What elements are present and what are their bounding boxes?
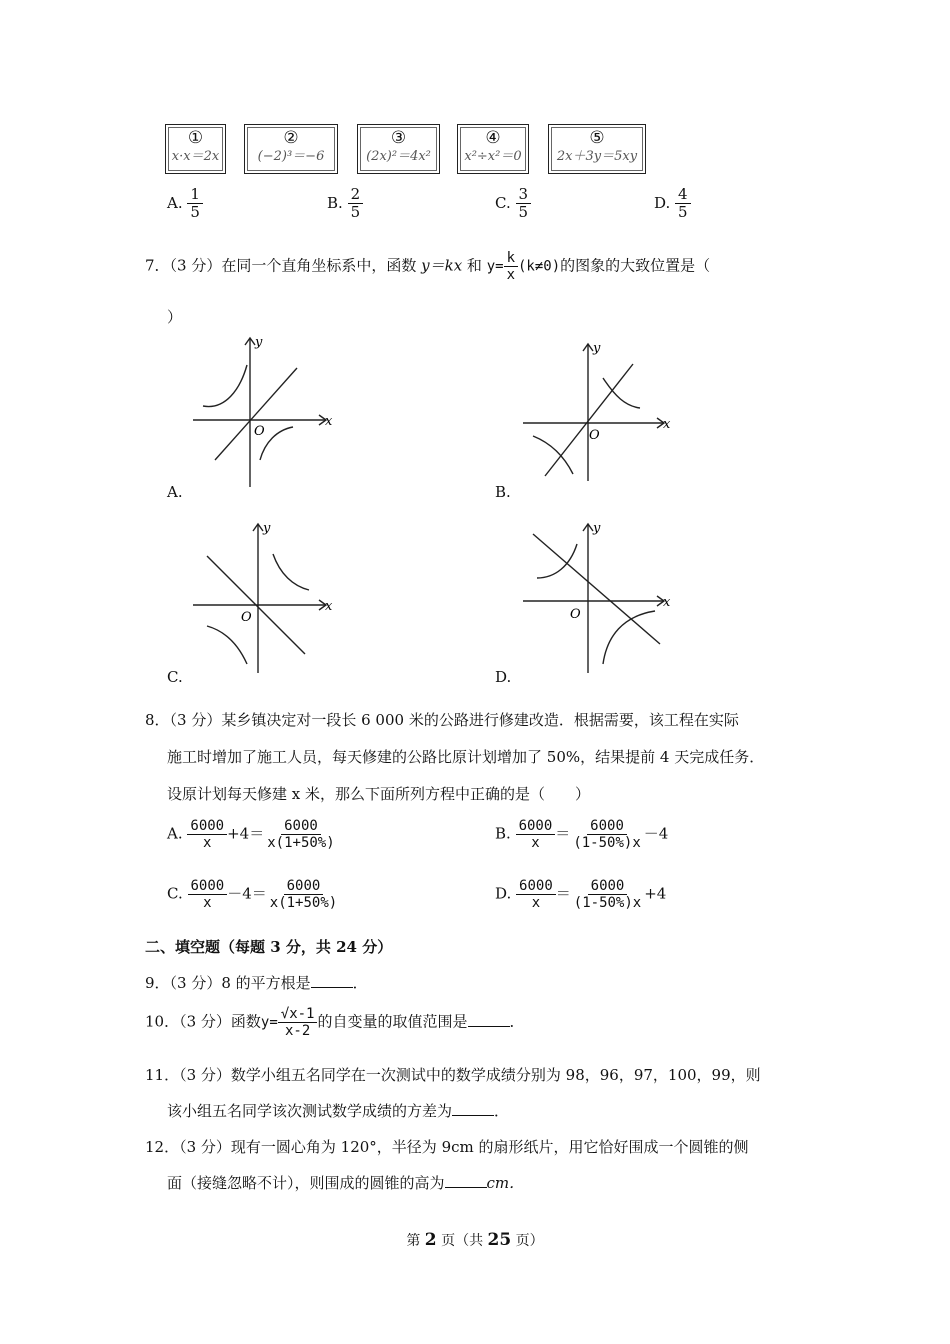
- q8-line-3: 设原计划每天修建 x 米，那么下面所列方程中正确的是（ ）: [167, 785, 590, 803]
- q6-box-2: [244, 124, 338, 174]
- numerator: 2: [348, 186, 364, 204]
- q7-option-a-label[interactable]: A.: [167, 483, 183, 501]
- denominator: x(1+50%): [269, 895, 338, 912]
- y-axis-label: y: [255, 335, 263, 350]
- box-expression: x²÷x²＝0: [464, 149, 522, 164]
- trailing: －4: [643, 824, 669, 843]
- q7-graph-a[interactable]: [185, 330, 345, 490]
- box-expression: (2x)²＝4x²: [366, 149, 431, 164]
- q10-end: ．: [509, 1012, 525, 1031]
- numerator: 6000: [188, 878, 228, 895]
- operator: －4＝: [227, 884, 267, 903]
- numerator: k: [504, 250, 518, 267]
- line-kx: [533, 534, 660, 644]
- numerator: 6000: [281, 818, 321, 835]
- footer-pre: 第: [406, 1233, 425, 1249]
- q9-text: 9．（3 分）8 的平方根是: [145, 974, 311, 992]
- numerator: 1: [187, 186, 203, 204]
- q6-option-d[interactable]: [654, 186, 691, 222]
- operator: ＝: [555, 824, 571, 843]
- box-expression: (−2)³＝−6: [257, 149, 325, 164]
- page-number: 2: [424, 1230, 437, 1250]
- q7-stem: [145, 250, 710, 283]
- q7-prefix: 7．（3 分）在同一个直角坐标系中，函数: [145, 256, 422, 275]
- q6-box-4: [457, 124, 529, 174]
- q7-func2-condition: (k≠0): [518, 258, 561, 275]
- box-expression: x·x＝2x: [171, 149, 220, 164]
- numerator: √x-1: [278, 1006, 318, 1023]
- hyperbola-branch-left: [207, 626, 247, 664]
- q12-end: cm．: [486, 1174, 525, 1192]
- x-axis-label: x: [325, 414, 333, 429]
- hyperbola-branch-right: [603, 611, 655, 664]
- q12-text: 面（接缝忽略不计），则围成的圆锥的高为: [167, 1174, 445, 1192]
- option-fraction: [516, 186, 532, 222]
- box-number: ①: [187, 128, 204, 148]
- y-axis-label: y: [593, 341, 601, 356]
- box-number: ⑤: [589, 128, 605, 148]
- q12-line-1: 12．（3 分）现有一圆心角为 120°，半径为 9cm 的扇形纸片，用它恰好围成一个圆锥的侧: [145, 1138, 749, 1156]
- section-heading: 二、填空题（每题 3 分，共 24 分）: [145, 938, 393, 956]
- numerator: 6000: [516, 878, 556, 895]
- hyperbola-branch-right: [603, 378, 640, 408]
- denominator: x(1+50%): [267, 835, 335, 852]
- option-label: C.: [167, 884, 183, 903]
- denominator: x: [203, 895, 212, 912]
- denominator: x: [203, 835, 212, 852]
- operator: +4＝: [227, 824, 265, 843]
- q10-prefix: 10．（3 分）函数: [145, 1012, 261, 1031]
- numerator: 6000: [187, 818, 227, 835]
- line-kx: [545, 364, 633, 476]
- page-footer: [0, 1230, 950, 1250]
- q8-option-d[interactable]: [495, 878, 666, 911]
- q8-option-c[interactable]: [167, 878, 340, 911]
- box-expression: 2x＋3y＝5xy: [556, 149, 638, 164]
- q7-func2-fraction: [504, 250, 518, 283]
- answer-blank[interactable]: [452, 1101, 494, 1116]
- lhs-fraction: [187, 818, 227, 851]
- q11-line-1: 11．（3 分）数学小组五名同学在一次测试中的数学成绩分别为 98，96，97，100，99，则: [145, 1066, 761, 1084]
- operator: ＝: [555, 884, 571, 903]
- numerator: 3: [516, 186, 532, 204]
- answer-blank[interactable]: [468, 1012, 510, 1027]
- y-axis-label: y: [263, 521, 271, 536]
- denominator: 5: [678, 203, 688, 222]
- option-label: B.: [327, 193, 343, 212]
- q7-option-b-label[interactable]: B.: [495, 483, 511, 501]
- footer-post: 页）: [511, 1233, 544, 1249]
- denominator: 5: [518, 203, 529, 222]
- option-label: A.: [167, 824, 183, 843]
- option-label: A.: [167, 193, 183, 212]
- numerator: 6000: [516, 818, 556, 835]
- q9-end: ．: [352, 974, 368, 992]
- q7-graph-d[interactable]: [515, 516, 675, 676]
- rhs-fraction: [571, 878, 644, 911]
- q7-graph-c[interactable]: [185, 516, 345, 676]
- option-fraction: [187, 186, 203, 222]
- q7-suffix: 的图象的大致位置是（: [560, 256, 711, 275]
- option-label: D.: [654, 193, 671, 212]
- denominator: 5: [190, 203, 200, 222]
- q8-option-b[interactable]: [495, 818, 668, 851]
- footer-mid: 页（共: [436, 1233, 488, 1249]
- origin-label: O: [241, 610, 252, 625]
- denominator: (1-50%)x: [573, 895, 642, 912]
- numerator: 6000: [587, 818, 627, 835]
- page-total: 25: [487, 1230, 512, 1250]
- q8-line-2: 施工时增加了施工人员，每天修建的公路比原计划增加了 50%，结果提前 4 天完成任务．: [167, 748, 765, 766]
- box-number: ②: [283, 128, 299, 148]
- answer-blank[interactable]: [311, 973, 353, 988]
- hyperbola-branch-left: [537, 544, 577, 578]
- q6-option-a[interactable]: [167, 186, 203, 222]
- lhs-fraction: [516, 818, 556, 851]
- q6-option-c[interactable]: [495, 186, 531, 222]
- option-fraction: [675, 186, 691, 222]
- q7-close-paren: ）: [167, 308, 183, 326]
- q8-option-a[interactable]: [167, 818, 338, 851]
- origin-label: O: [589, 428, 600, 443]
- rhs-fraction: [264, 818, 337, 851]
- q11-end: ．: [494, 1102, 510, 1120]
- q6-option-b[interactable]: [327, 186, 363, 222]
- q6-box-1: [165, 124, 226, 174]
- trailing: +4: [644, 884, 667, 903]
- q7-func1: y＝kx: [421, 256, 463, 275]
- q7-graph-b[interactable]: [515, 336, 675, 486]
- q9: [145, 972, 368, 993]
- hyperbola-branch-right: [273, 554, 309, 590]
- q11-text: 该小组五名同学该次测试数学成绩的方差为: [167, 1102, 453, 1120]
- origin-label: O: [570, 607, 581, 622]
- denominator: x: [506, 267, 515, 284]
- box-number: ④: [485, 128, 501, 148]
- option-label: D.: [495, 884, 512, 903]
- q10: [145, 1006, 525, 1039]
- denominator: (1-50%)x: [573, 835, 641, 852]
- x-axis-label: x: [663, 417, 671, 432]
- q10-lhs: y=: [260, 1014, 278, 1031]
- q6-box-3: [357, 124, 440, 174]
- denominator: x: [531, 895, 541, 912]
- q6-box-5: [548, 124, 646, 174]
- x-axis-label: x: [663, 595, 671, 610]
- numerator: 6000: [588, 878, 628, 895]
- numerator: 6000: [284, 878, 324, 895]
- hyperbola-branch-right: [260, 427, 293, 460]
- y-axis-label: y: [593, 521, 601, 536]
- q7-option-c-label[interactable]: C.: [167, 668, 183, 686]
- x-axis-label: x: [325, 599, 333, 614]
- lhs-fraction: [188, 878, 228, 911]
- box-number: ③: [390, 128, 407, 148]
- line-kx: [215, 368, 297, 460]
- numerator: 4: [675, 186, 691, 204]
- option-label: C.: [495, 193, 511, 212]
- lhs-fraction: [516, 878, 556, 911]
- q11-line-2: [167, 1100, 509, 1121]
- answer-blank[interactable]: [445, 1173, 487, 1188]
- hyperbola-branch-left: [203, 365, 247, 407]
- q7-option-d-label[interactable]: D.: [495, 668, 512, 686]
- denominator: 5: [350, 203, 361, 222]
- q10-fraction: [278, 1006, 318, 1039]
- denominator: x-2: [284, 1023, 311, 1040]
- option-fraction: [348, 186, 364, 222]
- hyperbola-branch-left: [533, 436, 573, 474]
- rhs-fraction: [267, 878, 340, 911]
- q12-line-2: [167, 1172, 524, 1193]
- q10-suffix: 的自变量的取值范围是: [317, 1012, 468, 1031]
- q8-line-1: 8．（3 分）某乡镇决定对一段长 6 000 米的公路进行修建改造．根据需要，该工程在实际: [145, 711, 739, 729]
- denominator: x: [531, 835, 540, 852]
- q7-mid: 和: [462, 256, 487, 275]
- rhs-fraction: [570, 818, 643, 851]
- option-label: B.: [495, 824, 511, 843]
- q7-func2-lhs: y=: [486, 258, 504, 275]
- origin-label: O: [254, 424, 265, 439]
